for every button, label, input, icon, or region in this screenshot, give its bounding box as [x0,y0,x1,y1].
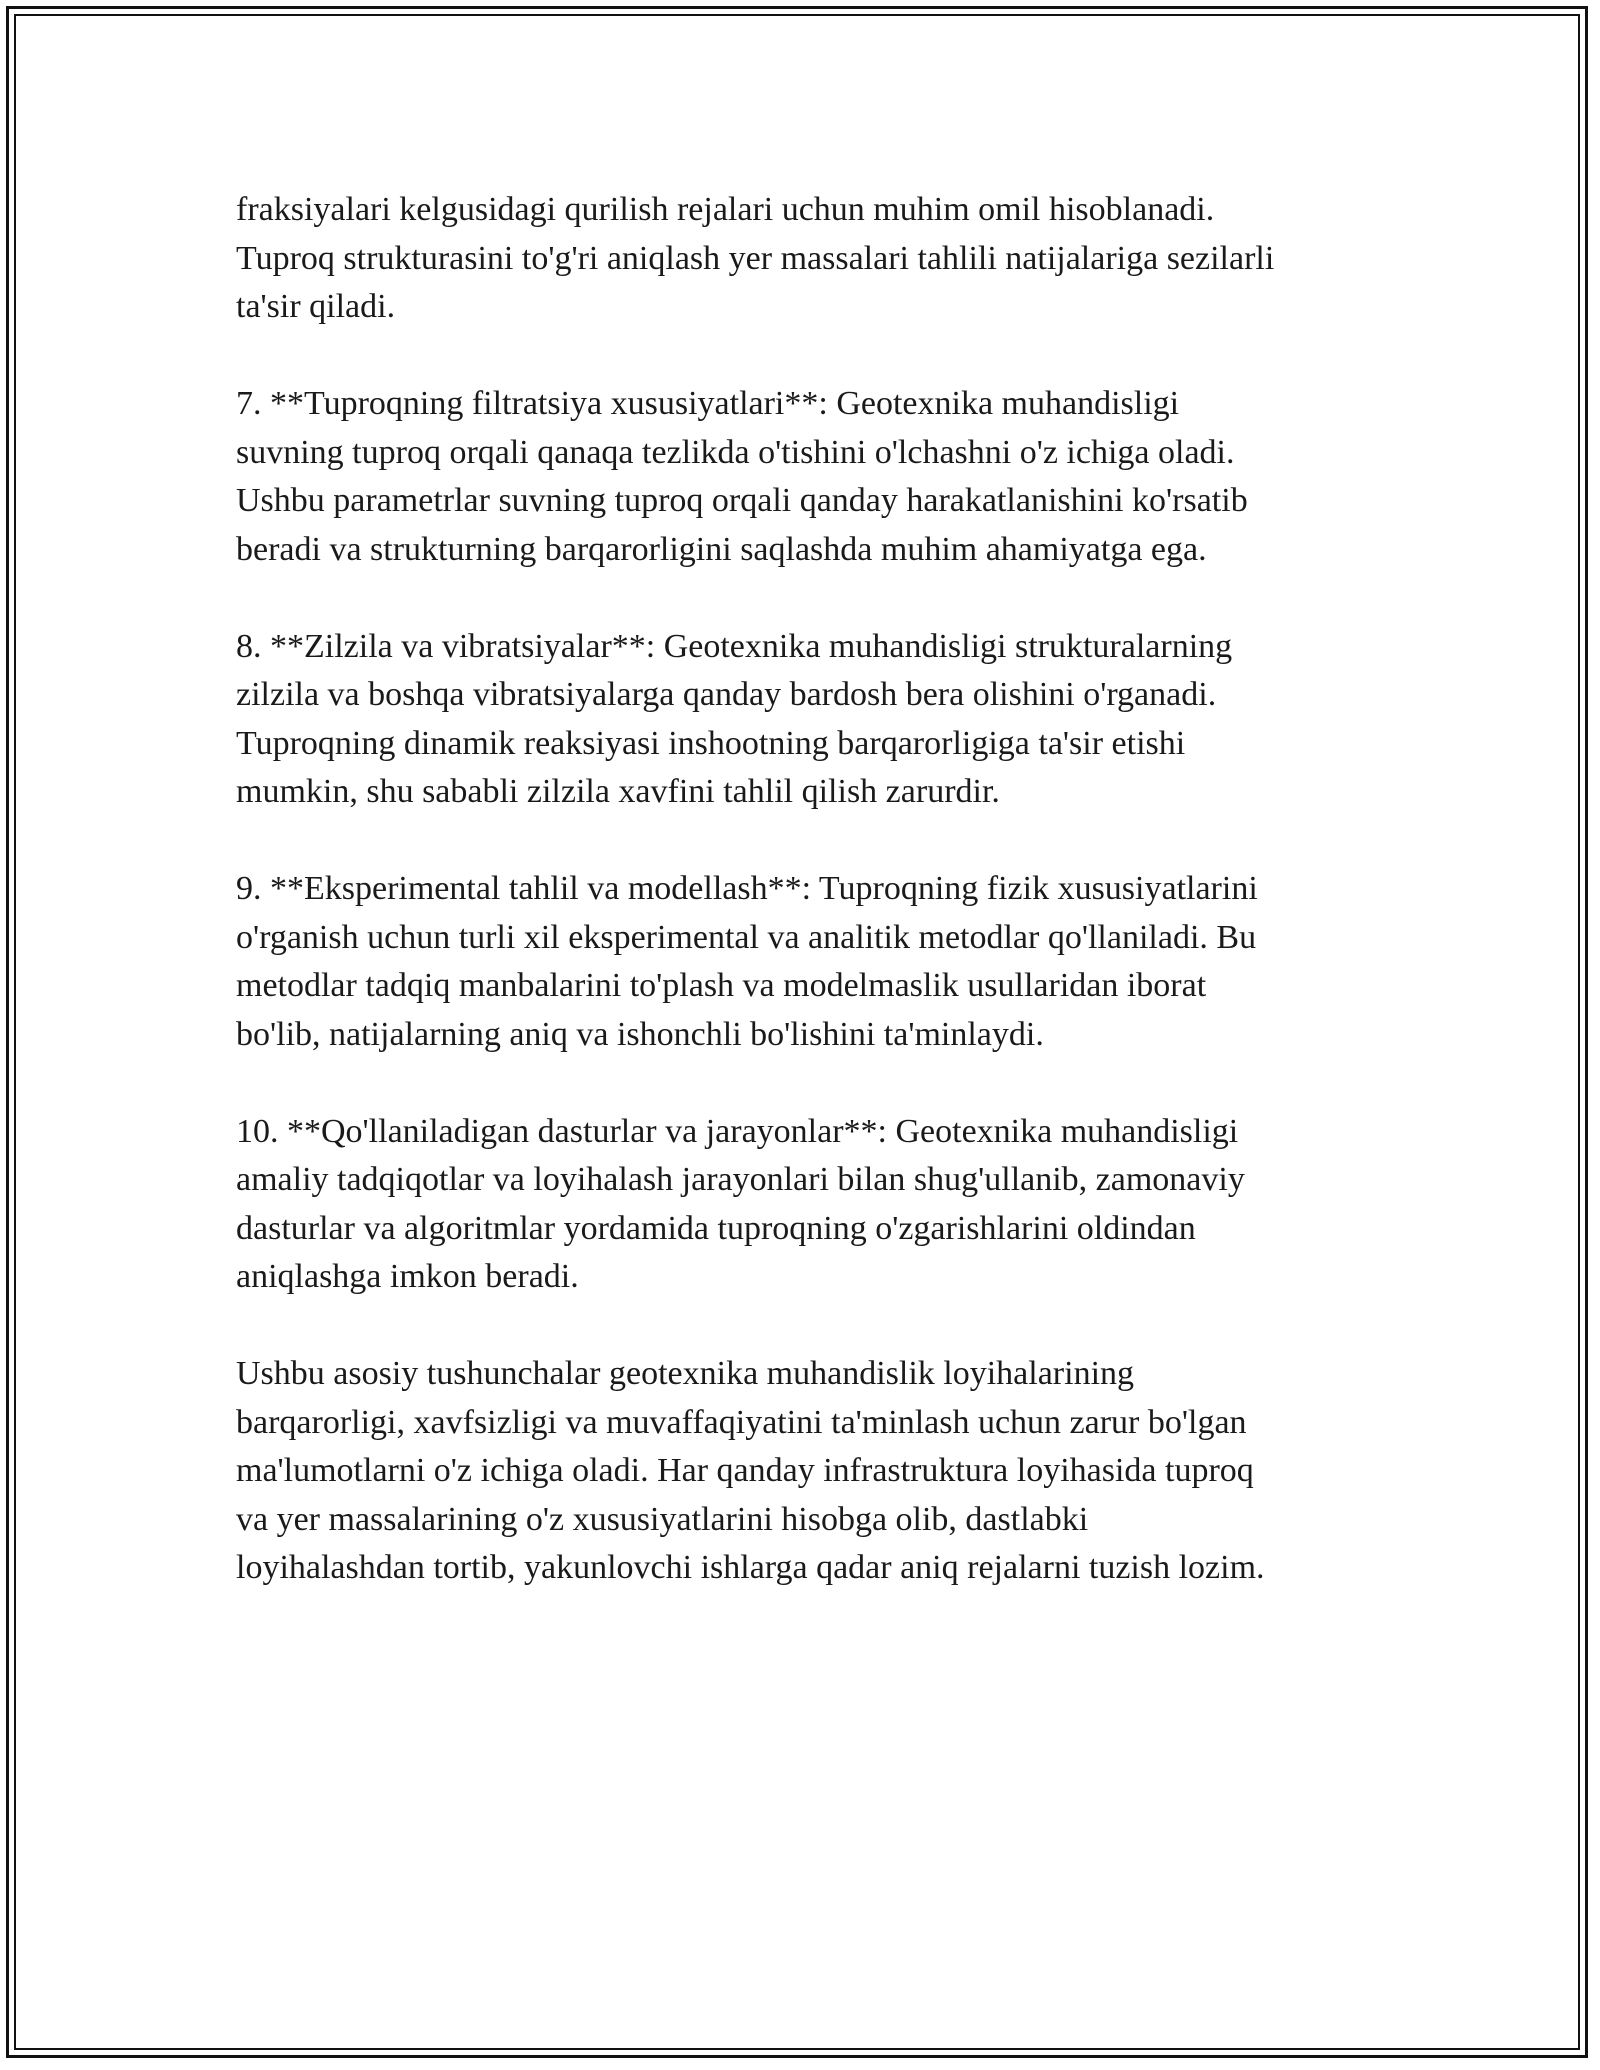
text-line: Ushbu asosiy tushunchalar geotexnika muhandislik loyihalarining [236,1355,1135,1392]
text-line: 8. **Zilzila va vibratsiyalar**: Geotexnika muhandisligi strukturalarning [236,627,1233,665]
text-line: aniqlashga imkon beradi. [236,1258,579,1295]
text-line: beradi va strukturning barqarorligini saqlashda muhim ahamiyatga ega. [236,530,1207,568]
paragraph-item-10 [236,1108,1376,1302]
paragraph-item-7 [236,380,1376,574]
text-line: 10. **Qo'llaniladigan dasturlar va jarayonlar**: Geotexnika muhandisligi [236,1112,1239,1150]
text-line: Ushbu parametrlar suvning tuproq orqali qanday harakatlanishini ko'rsatib [236,482,1248,519]
text-line: amaliy tadqiqotlar va loyihalash jarayonlari bilan shug'ullanib, zamonaviy [236,1161,1245,1198]
text-line: ta'sir qiladi. [236,288,396,325]
text-line: bo'lib, natijalarning aniq va ishonchli bo'lishini ta'minlaydi. [236,1015,1044,1053]
text-line: o'rganish uchun turli xil eksperimental va analitik metodlar qo'llaniladi. Bu [236,918,1257,956]
text-line: 7. **Tuproqning filtratsiya xususiyatlari**: Geotexnika muhandisligi [236,385,1180,422]
text-line: fraksiyalari kelgusidagi qurilish rejalari uchun muhim omil hisoblanadi. [236,191,1215,228]
text-line: zilzila va boshqa vibratsiyalarga qanday bardosh bera olishini o'rganadi. [236,676,1217,713]
text-line: mumkin, shu sababli zilzila xavfini tahlil qilish zarurdir. [236,773,1000,810]
text-line: ma'lumotlarni o'z ichiga oladi. Har qanday infrastruktura loyihasida tuproq [236,1452,1254,1489]
text-line: Tuproq strukturasini to'g'ri aniqlash yer massalari tahlili natijalariga sezilarli [236,239,1275,277]
text-line: suvning tuproq orqali qanaqa tezlikda o'tishini o'lchashni o'z ichiga oladi. [236,433,1235,471]
text-line: 9. **Eksperimental tahlil va modellash**: Tuproqning fizik xususiyatlarini [236,870,1258,907]
paragraph-item-9 [236,865,1376,1059]
paragraph-conclusion [236,1350,1376,1593]
text-line: metodlar tadqiq manbalarini to'plash va modelmaslik usullaridan iborat [236,967,1207,1004]
paragraph-continuation [236,186,1376,332]
text-line: loyihalashdan tortib, yakunlovchi ishlarga qadar aniq rejalarni tuzish lozim. [236,1549,1265,1586]
text-line: Tuproqning dinamik reaksiyasi inshootning barqarorligiga ta'sir etishi [236,724,1186,762]
paragraph-item-8 [236,623,1376,817]
document-body [236,186,1376,1641]
text-line: dasturlar va algoritmlar yordamida tuproqning o'zgarishlarini oldindan [236,1209,1196,1247]
text-line: barqarorligi, xavfsizligi va muvaffaqiyatini ta'minlash uchun zarur bo'lgan [236,1403,1247,1441]
text-line: va yer massalarining o'z xususiyatlarini hisobga olib, dastlabki [236,1500,1089,1538]
